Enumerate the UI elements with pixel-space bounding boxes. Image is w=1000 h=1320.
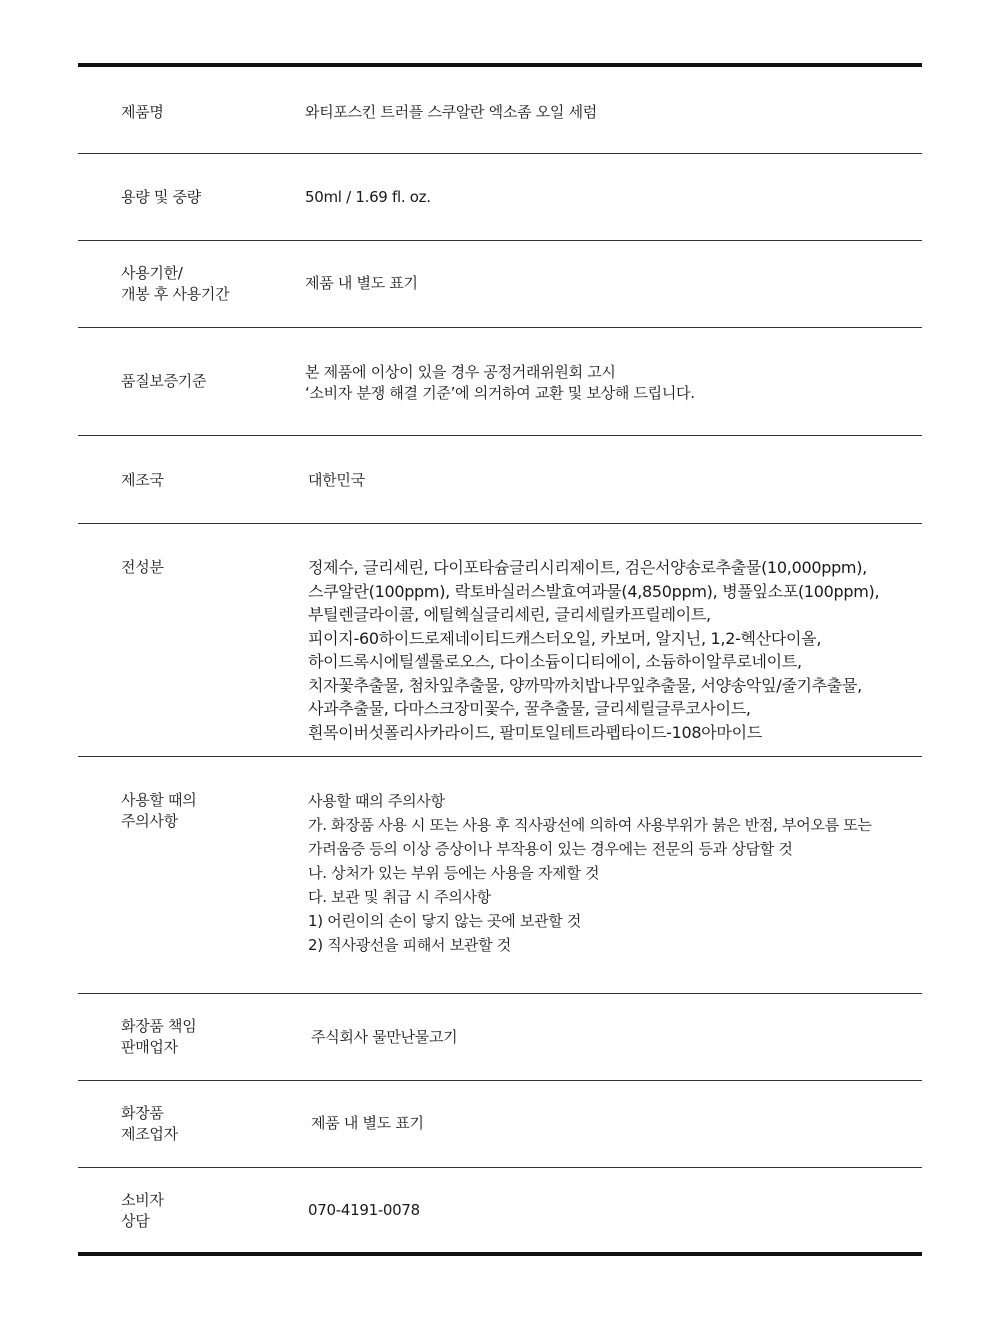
value-quality-standard: 본 제품에 이상이 있을 경우 공정거래위원회 고시 ‘소비자 분쟁 해결 기준’에 의거하여 교환 및 보상해 드립니다. <box>305 363 695 402</box>
value-expiry: 제품 내 별도 표기 <box>305 274 418 292</box>
row-manufacturer <box>78 1081 922 1168</box>
row-cautions <box>78 757 922 994</box>
row-country <box>78 436 922 524</box>
value-country: 대한민국 <box>308 471 365 489</box>
product-info-table <box>78 63 922 1256</box>
row-product-name <box>78 67 922 154</box>
value-capacity: 50ml / 1.69 fl. oz. <box>305 188 431 206</box>
row-capacity <box>78 154 922 241</box>
label-country: 제조국 <box>121 471 164 489</box>
label-quality-standard: 품질보증기준 <box>121 372 207 390</box>
value-customer-service: 070-4191-0078 <box>308 1201 420 1219</box>
label-capacity: 용량 및 중량 <box>121 188 201 206</box>
label-customer-service: 소비자 상담 <box>121 1191 164 1230</box>
row-seller <box>78 994 922 1081</box>
label-expiry: 사용기한/ 개봉 후 사용기간 <box>121 264 230 303</box>
label-seller: 화장품 책임 판매업자 <box>121 1017 197 1056</box>
label-ingredients: 전성분 <box>121 558 164 576</box>
row-quality-standard <box>78 328 922 436</box>
label-manufacturer: 화장품 제조업자 <box>121 1104 178 1143</box>
label-product-name: 제품명 <box>121 103 164 121</box>
value-seller: 주식회사 물만난물고기 <box>311 1028 458 1046</box>
row-customer-service <box>78 1168 922 1252</box>
value-manufacturer: 제품 내 별도 표기 <box>311 1114 424 1132</box>
label-cautions: 사용할 때의 주의사항 <box>121 791 197 830</box>
row-ingredients <box>78 524 922 757</box>
value-ingredients: 정제수, 글리세린, 다이포타슘글리시리제이트, 검은서양송로추출물(10,000ppm), 스쿠알란(100ppm), 락토바실러스발효여과물(4,850ppm), 병풀잎소포(100ppm), 부틸렌글라이콜, 에틸헥실글리세린, 글리세릴카프릴레이트, 피이지-60하이드로제네이티드캐스터오일, 카보머, 알지닌, 1,2-헥산다이올, 하이드록시에틸셀룰로오스, 다이소듐이디티에이, 소듐하이알루로네이트, 치자꽃추출물, 첨차잎추출물, 양까막까치밥나무잎추출물, 서양송악잎/줄기추출물, 사과추출물, 다마스크장미꽃수, 꿀추출물, 글리세릴글루코사이드, 흰목이버섯폴리사카라이드, 팔미토일테트라펩타이드-108아마이드 <box>308 558 880 742</box>
value-product-name: 와티포스킨 트러플 스쿠알란 엑소좀 오일 세럼 <box>305 103 597 121</box>
row-expiry <box>78 241 922 328</box>
value-cautions: 사용할 때의 주의사항 가. 화장품 사용 시 또는 사용 후 직사광선에 의하여 사용부위가 붉은 반점, 부어오름 또는 가려움증 등의 이상 증상이나 부작용이 있는 경우에는 전문의 등과 상담할 것 나. 상처가 있는 부위 등에는 사용을 자제할 것 다. 보관 및 취급 시 주의사항 1) 어린이의 손이 닿지 않는 곳에 보관할 것 2) 직사광선을 피해서 보관할 것 <box>308 792 872 954</box>
